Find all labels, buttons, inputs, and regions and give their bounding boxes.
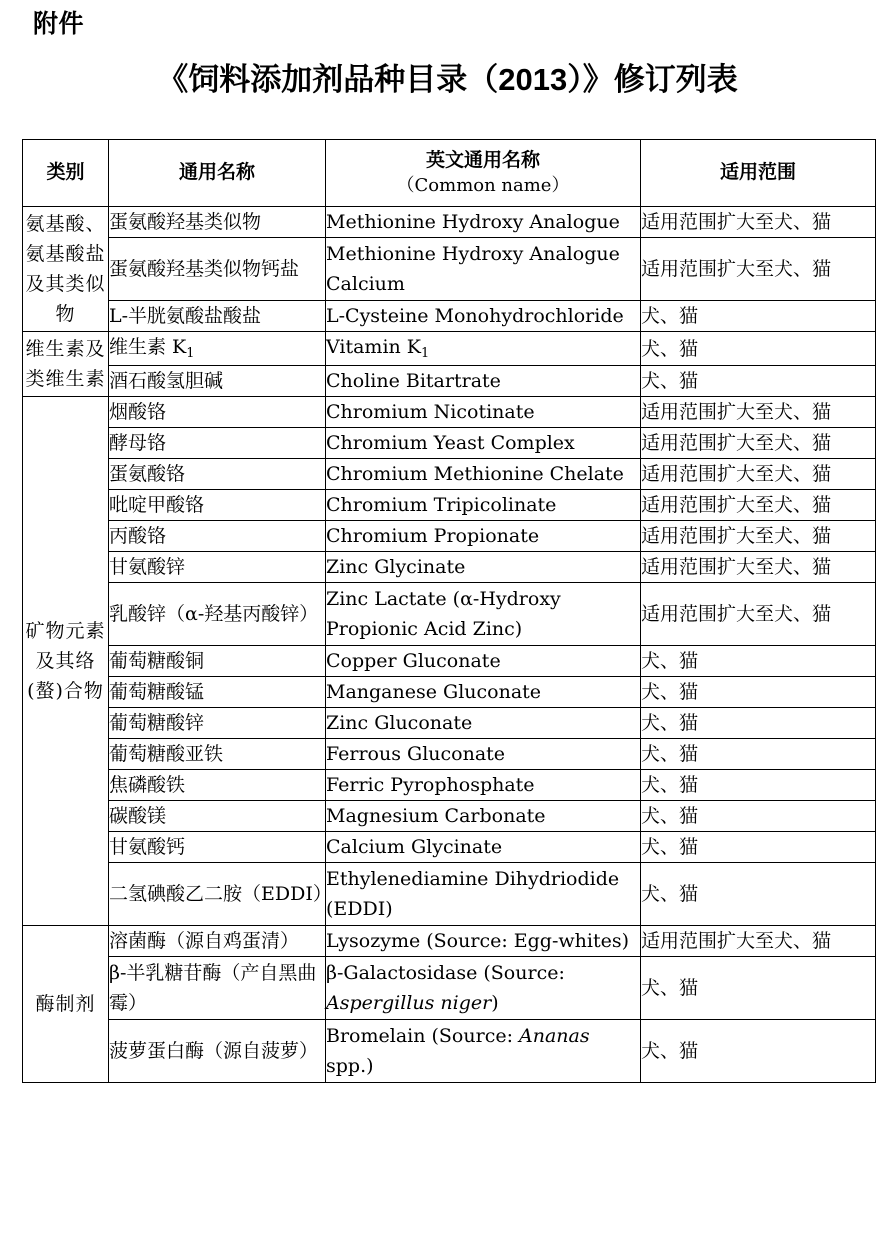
category-cell [23,397,109,926]
common-name-en-cell: Chromium Nicotinate [326,397,641,428]
scope-cell: 犬、猫 [641,739,876,770]
category-label: 矿物元素及其络(螯)合物 [25,620,106,702]
scope-cell: 犬、猫 [641,646,876,677]
category-label: 氨基酸、氨基酸盐及其类似物 [25,213,106,325]
common-name-en-cell: β-Galactosidase (Source: Aspergillus niger) [326,957,641,1020]
table-row [23,552,876,583]
species-name: Ananas [519,1025,590,1047]
common-name-en-cell: Chromium Methionine Chelate [326,459,641,490]
table-header [23,140,876,207]
common-name-en-cell: Bromelain (Source: Ananas spp.) [326,1020,641,1083]
table-row [23,490,876,521]
scope-cell: 适用范围扩大至犬、猫 [641,428,876,459]
table-row [23,801,876,832]
column-header-scope: 适用范围 [641,140,876,207]
table-row [23,332,876,366]
common-name-en-cell: Methionine Hydroxy Analogue Calcium [326,238,641,301]
table-row [23,301,876,332]
table-row [23,832,876,863]
common-name-cn-cell: 葡萄糖酸锰 [109,677,326,708]
scope-cell: 犬、猫 [641,770,876,801]
common-name-en-cell: Ferric Pyrophosphate [326,770,641,801]
common-name-en-cell: Zinc Lactate (α-Hydroxy Propionic Acid Zinc) [326,583,641,646]
table-row [23,677,876,708]
table-row [23,366,876,397]
scope-cell: 适用范围扩大至犬、猫 [641,238,876,301]
table-row [23,459,876,490]
common-name-cn-cell: L-半胱氨酸盐酸盐 [109,301,326,332]
page-title: 《饲料添加剂品种目录（2013）》修订列表 [157,62,738,97]
table-row [23,708,876,739]
table-row [23,770,876,801]
common-name-cn-cell: 菠萝蛋白酶（源自菠萝） [109,1020,326,1083]
common-name-en-cell: Manganese Gluconate [326,677,641,708]
common-name-en-cell: Ferrous Gluconate [326,739,641,770]
scope-cell: 适用范围扩大至犬、猫 [641,490,876,521]
common-name-cn-cell: 甘氨酸锌 [109,552,326,583]
common-name-cn-cell: 溶菌酶（源自鸡蛋清） [109,926,326,957]
common-name-cn-cell: 酵母铬 [109,428,326,459]
scope-cell: 犬、猫 [641,832,876,863]
table-row [23,739,876,770]
subscript: 1 [186,345,195,361]
column-header-category: 类别 [23,140,109,207]
common-name-cn-cell: 维生素 $K_1$ [109,332,326,366]
common-name-en-cell: Chromium Yeast Complex [326,428,641,459]
table-body [23,207,876,1083]
scope-cell: 适用范围扩大至犬、猫 [641,552,876,583]
common-name-cn-cell: 葡萄糖酸亚铁 [109,739,326,770]
attachment-label: 附件 [33,10,85,38]
common-name-en-cell: Calcium Glycinate [326,832,641,863]
common-name-en-cell: Chromium Propionate [326,521,641,552]
common-name-cn-cell: 焦磷酸铁 [109,770,326,801]
table-row [23,646,876,677]
table-row [23,863,876,926]
table-row [23,957,876,1020]
scope-cell: 犬、猫 [641,1020,876,1083]
scope-cell: 犬、猫 [641,301,876,332]
table-row [23,521,876,552]
common-name-cn-cell: 吡啶甲酸铬 [109,490,326,521]
scope-cell: 犬、猫 [641,332,876,366]
category-cell [23,207,109,332]
column-header-en-sublabel: （Common name） [396,175,570,196]
common-name-en-cell: Choline Bitartrate [326,366,641,397]
common-name-cn-cell: 丙酸铬 [109,521,326,552]
scope-cell: 犬、猫 [641,957,876,1020]
table-row [23,428,876,459]
column-header-common-name-en [326,140,641,207]
scope-cell: 犬、猫 [641,708,876,739]
column-header-common-name-cn: 通用名称 [109,140,326,207]
subscript: 1 [421,345,430,361]
table-row [23,1020,876,1083]
common-name-en-cell: Vitamin $K_1$ [326,332,641,366]
category-label: 维生素及类维生素 [25,338,106,390]
table-row [23,926,876,957]
catalog-table [22,139,876,1083]
table-row [23,238,876,301]
common-name-cn-cell: 蛋氨酸羟基类似物钙盐 [109,238,326,301]
table-row [23,583,876,646]
common-name-cn-cell: 蛋氨酸铬 [109,459,326,490]
common-name-en-cell: Lysozyme (Source: Egg-whites) [326,926,641,957]
common-name-cn-cell: 蛋氨酸羟基类似物 [109,207,326,238]
category-cell [23,926,109,1083]
column-header-en-main: 英文通用名称 [425,150,540,171]
common-name-en-cell: Magnesium Carbonate [326,801,641,832]
table-row [23,207,876,238]
common-name-en-cell: Zinc Gluconate [326,708,641,739]
common-name-cn-cell: 酒石酸氢胆碱 [109,366,326,397]
common-name-cn-cell: 葡萄糖酸铜 [109,646,326,677]
scope-cell: 适用范围扩大至犬、猫 [641,521,876,552]
scope-cell: 适用范围扩大至犬、猫 [641,207,876,238]
scope-cell: 犬、猫 [641,677,876,708]
catalog-table-container [22,139,875,1083]
common-name-en-cell: Chromium Tripicolinate [326,490,641,521]
species-name: Aspergillus niger [326,992,492,1014]
scope-cell: 犬、猫 [641,863,876,926]
common-name-cn-cell: 乳酸锌（α-羟基丙酸锌） [109,583,326,646]
common-name-cn-cell: 甘氨酸钙 [109,832,326,863]
common-name-cn-cell: β-半乳糖苷酶（产自黑曲霉） [109,957,326,1020]
category-cell [23,332,109,397]
scope-cell: 适用范围扩大至犬、猫 [641,459,876,490]
common-name-cn-cell: 葡萄糖酸锌 [109,708,326,739]
common-name-en-cell: Zinc Glycinate [326,552,641,583]
common-name-en-cell: Ethylenediamine Dihydriodide (EDDI) [326,863,641,926]
scope-cell: 适用范围扩大至犬、猫 [641,397,876,428]
table-header-row [23,140,876,207]
table-row [23,397,876,428]
scope-cell: 适用范围扩大至犬、猫 [641,926,876,957]
common-name-cn-cell: 二氢碘酸乙二胺（EDDI） [109,863,326,926]
common-name-cn-cell: 烟酸铬 [109,397,326,428]
common-name-en-cell: L-Cysteine Monohydrochloride [326,301,641,332]
category-label: 酶制剂 [35,993,96,1015]
common-name-cn-cell: 碳酸镁 [109,801,326,832]
scope-cell: 犬、猫 [641,366,876,397]
common-name-en-cell: Methionine Hydroxy Analogue [326,207,641,238]
scope-cell: 犬、猫 [641,801,876,832]
scope-cell: 适用范围扩大至犬、猫 [641,583,876,646]
common-name-en-cell: Copper Gluconate [326,646,641,677]
